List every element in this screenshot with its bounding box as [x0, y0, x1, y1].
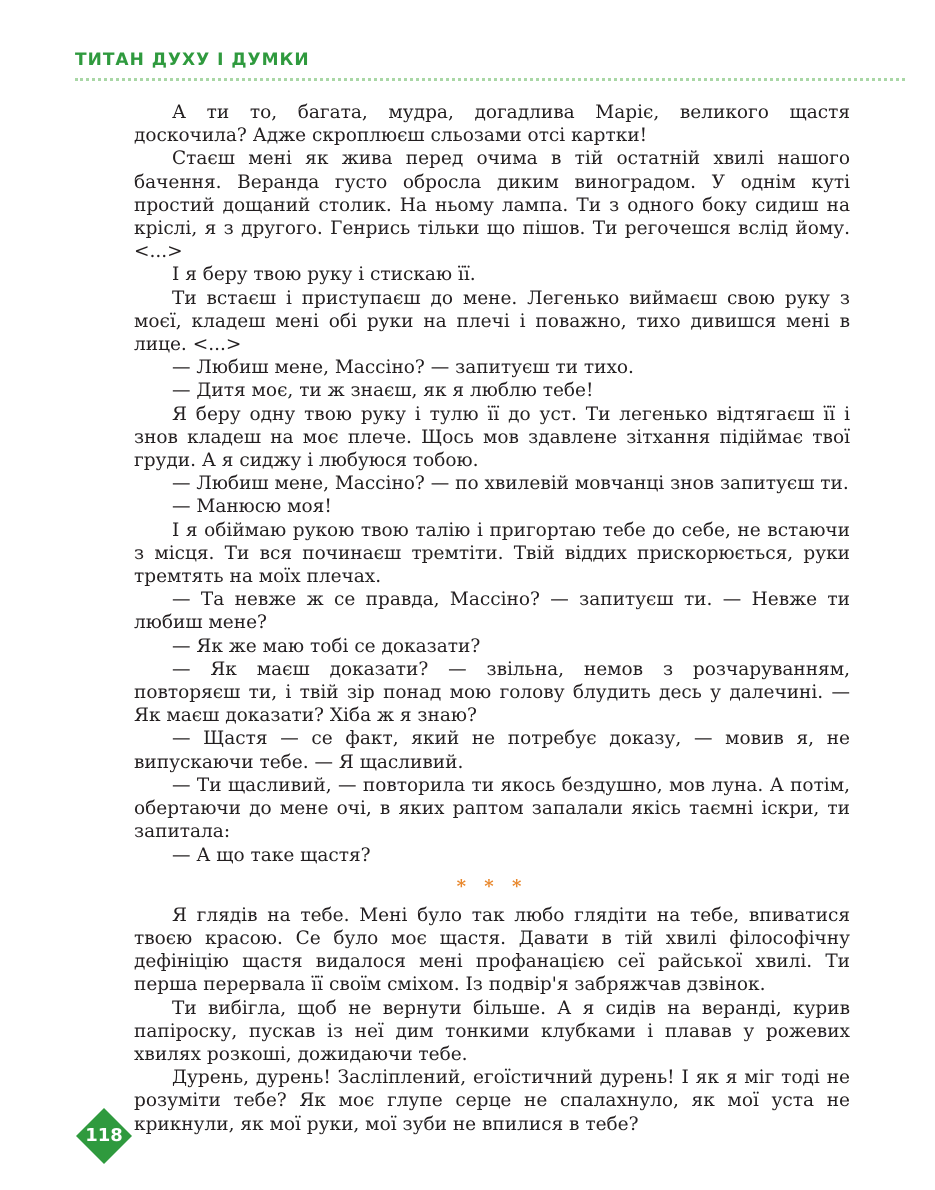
dialogue-line: — Дитя моє, ти ж знаєш, як я люблю тебе!: [172, 380, 594, 402]
paragraph: Я беру одну твою руку і тулю її до уст. Ти легенько відтягаєш її і знов кладеш на моє плече. Щось мов здавлене зітхання підіймає твої груди. А я сиджу і любуюся тобою.: [134, 403, 850, 472]
dialogue-line: — Як маєш доказати? — звільна, немов з розчаруванням, повторяєш ти, і твій зір понад мою голову блудить десь у далечині. — Як маєш доказати? Хіба ж я знаю?: [134, 658, 850, 727]
dialogue-line: — А що таке щастя?: [172, 844, 371, 866]
dialogue-line: — Та невже ж се правда, Массіно? — запитуєш ти. — Невже ти любиш мене?: [134, 589, 850, 634]
dialogue-line: — Ти щасливий, — повторила ти якось бездушно, мов луна. А потім, обертаючи до мене очі, в яких раптом запалали якісь таємні іскри, ти запитала:: [134, 774, 850, 843]
page-number-badge: [75, 1107, 133, 1165]
paragraph: Ти вибігла, щоб не вернути більше. А я сидів на веранді, курив папіроску, пускав із неї дим тонкими клубками і плавав у рожевих хвилях розкоші, дожидаючи тебе.: [134, 997, 850, 1065]
dialogue-line: — Манюсю моя!: [172, 496, 332, 518]
paragraph: Дурень, дурень! Засліплений, егоїстичний дурень! І як я міг тоді не розуміти тебе? Як моє глупе серце не спалахнуло, як мої уста не крикнули, як мої руки, мої зуби не впилися в тебе?: [134, 1067, 850, 1135]
paragraph: Я глядів на тебе. Мені було так любо глядіти на тебе, впиватися твоєю красою. Се було моє щастя. Давати в тій хвилі філософічну дефініцію щастя видалося мені профанацією сеї райської хвилі. Ти перша перервала її своїм сміхом. Із подвір'я забряжчав дзвінок.: [134, 904, 850, 996]
dialogue-line: — Любиш мене, Массіно? — запитуєш ти тихо.: [172, 357, 634, 379]
dialogue-line: — Щастя — се факт, який не потребує доказу, — мовив я, не випускаючи тебе. — Я щасливий.: [134, 728, 850, 773]
paragraph: І я беру твою руку і стискаю її.: [172, 264, 476, 286]
paragraph: Ти встаєш і приступаєш до мене. Легенько виймаєш свою руку з моєї, кладеш мені обі руки на плечі і поважно, тихо дивишся мені в лице. <...>: [134, 287, 850, 356]
dialogue-line: — Любиш мене, Массіно? — по хвилевій мовчанці знов запитуєш ти.: [172, 473, 849, 495]
text-body: [134, 101, 850, 1136]
page-number: 118: [85, 1125, 123, 1146]
header-dotted-rule: [75, 78, 905, 81]
running-header-title: ТИТАН ДУХУ І ДУМКИ: [75, 50, 310, 70]
dialogue-line: — Як же маю тобі се доказати?: [172, 635, 481, 657]
section-separator: * * *: [456, 875, 528, 897]
paragraph: Стаєш мені як жива перед очима в тій остатній хвилі нашого бачення. Веранда густо обросла диким виноградом. У однім куті простий дощаний столик. На ньому лампа. Ти з одного боку сидиш на кріслі, я з другого. Генрись тільки що пішов. Ти регочешся вслід йому. <...>: [134, 148, 850, 263]
paragraph: І я обіймаю рукою твою талію і пригортаю тебе до себе, не встаючи з місця. Ти вся починаєш тремтіти. Твій віддих прискорюється, руки тремтять на моїх плечах.: [134, 519, 850, 588]
paragraph: А ти то, багата, мудра, догадлива Маріє, великого щастя доскочила? Адже скроплюєш сльозами отсі картки!: [134, 102, 850, 147]
